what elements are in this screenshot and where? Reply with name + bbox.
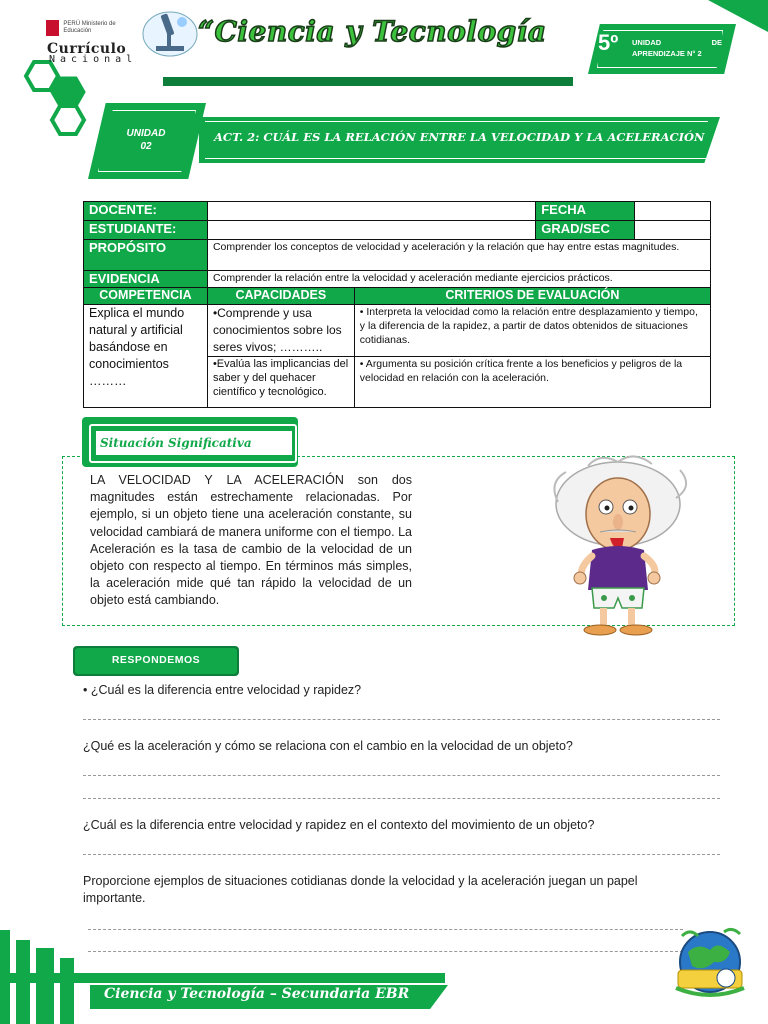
fecha-field[interactable]: [635, 202, 711, 221]
answer-line[interactable]: [83, 798, 720, 799]
gradsec-field[interactable]: [635, 221, 711, 240]
estudiante-field[interactable]: [207, 221, 535, 240]
docente-label: DOCENTE:: [84, 202, 208, 221]
evidencia-value: Comprender la relación entre la velocidad y aceleración mediante ejercicios prácticos.: [207, 271, 710, 288]
title-underline: [163, 77, 573, 86]
fecha-label: FECHA: [536, 202, 635, 221]
question-1: • ¿Cuál es la diferencia entre velocidad y rapidez?: [83, 683, 362, 697]
capacidades-header: CAPACIDADES: [207, 288, 354, 305]
microscope-icon: [142, 8, 198, 58]
unit-label: [632, 37, 722, 59]
einstein-cartoon-image: [548, 452, 698, 642]
nacional-logo-text: Nacional: [49, 54, 138, 65]
unit-label-right: DE: [711, 38, 722, 47]
unit-badge-text: [110, 127, 182, 153]
unit-label-line2: APRENDIZAJE N° 2: [632, 49, 702, 58]
ministry-text: PERÚ Ministerio de Educación: [63, 21, 116, 34]
question-3: ¿Cuál es la diferencia entre velocidad y rapidez en el contexto del movimiento de un objeto?: [83, 818, 595, 832]
gradsec-label: GRAD/SEC: [536, 221, 635, 240]
globe-badge-icon: [668, 922, 752, 1004]
peru-flag-icon: [46, 20, 59, 36]
criterio-1: • Interpreta la velocidad como la relación entre desplazamiento y tiempo, y la diferencia de la rapidez, a partir de datos obtenidos de situaciones cotidianas.: [354, 305, 710, 357]
answer-line[interactable]: [83, 719, 720, 720]
footer-stripe: [36, 948, 54, 1024]
unit-label-left: UNIDAD: [632, 38, 662, 47]
proposito-label: PROPÓSITO: [84, 240, 208, 271]
competencia-value: Explica el mundo natural y artificial basándose en conocimientos ………: [84, 305, 208, 408]
page-title: “Ciencia y Tecnología: [198, 15, 547, 48]
question-2: ¿Qué es la aceleración y cómo se relaciona con el cambio en la velocidad de un objeto?: [83, 739, 573, 753]
unit-badge-line2: 02: [140, 141, 152, 152]
ministry-logo: [46, 18, 132, 38]
activity-title: ACT. 2: CUÁL ES LA RELACIÓN ENTRE LA VELOCIDAD Y LA ACELERACIÓN: [214, 130, 705, 144]
footer-bar: [0, 973, 445, 983]
criterio-2: • Argumenta su posición crítica frente a los beneficios y peligros de la velocidad en relación con la aceleración.: [354, 357, 710, 408]
respondemos-title: RESPONDEMOS: [111, 654, 201, 666]
docente-field[interactable]: [207, 202, 535, 221]
capacidad-1: •Comprende y usa conocimientos sobre los seres vivos; ………..: [207, 305, 354, 357]
proposito-value: Comprender los conceptos de velocidad y aceleración y la relación que hay entre estas magnitudes.: [207, 240, 710, 271]
info-table: [83, 201, 711, 408]
evidencia-label: EVIDENCIA: [84, 271, 208, 288]
estudiante-label: ESTUDIANTE:: [84, 221, 208, 240]
grade-number: 5º: [598, 30, 619, 55]
question-4: Proporcione ejemplos de situaciones cotidianas donde la velocidad y la aceleración juegan un papel importante.: [83, 874, 638, 905]
competencia-header: COMPETENCIA: [84, 288, 208, 305]
answer-line[interactable]: [83, 775, 720, 776]
curriculo-logo-text: Currículo: [47, 41, 127, 57]
situacion-title: Situación Significativa: [100, 436, 252, 450]
capacidad-2: •Evalúa las implicancias del saber y del quehacer científico y tecnológico.: [207, 357, 354, 408]
unit-badge-line1: UNIDAD: [126, 128, 166, 139]
answer-line[interactable]: [88, 929, 683, 930]
footer-stripe: [60, 958, 74, 1024]
answer-line[interactable]: [83, 854, 720, 855]
criterios-header: CRITERIOS DE EVALUACIÓN: [354, 288, 710, 305]
answer-line[interactable]: [88, 951, 683, 952]
situacion-text: LA VELOCIDAD Y LA ACELERACIÓN son dos magnitudes están estrechamente relacionadas. Por ejemplo, si un objeto tiene una aceleración constante, su velocidad cambiará de manera uniforme con el tiempo. La Aceleración es la tasa de cambio de la velocidad de un objeto con respecto al tiempo. En términos más simples, la aceleración mide qué tan rápido la velocidad de un objeto está cambiando.: [90, 473, 412, 608]
footer-text: Ciencia y Tecnología – Secundaria EBR: [104, 986, 410, 1002]
